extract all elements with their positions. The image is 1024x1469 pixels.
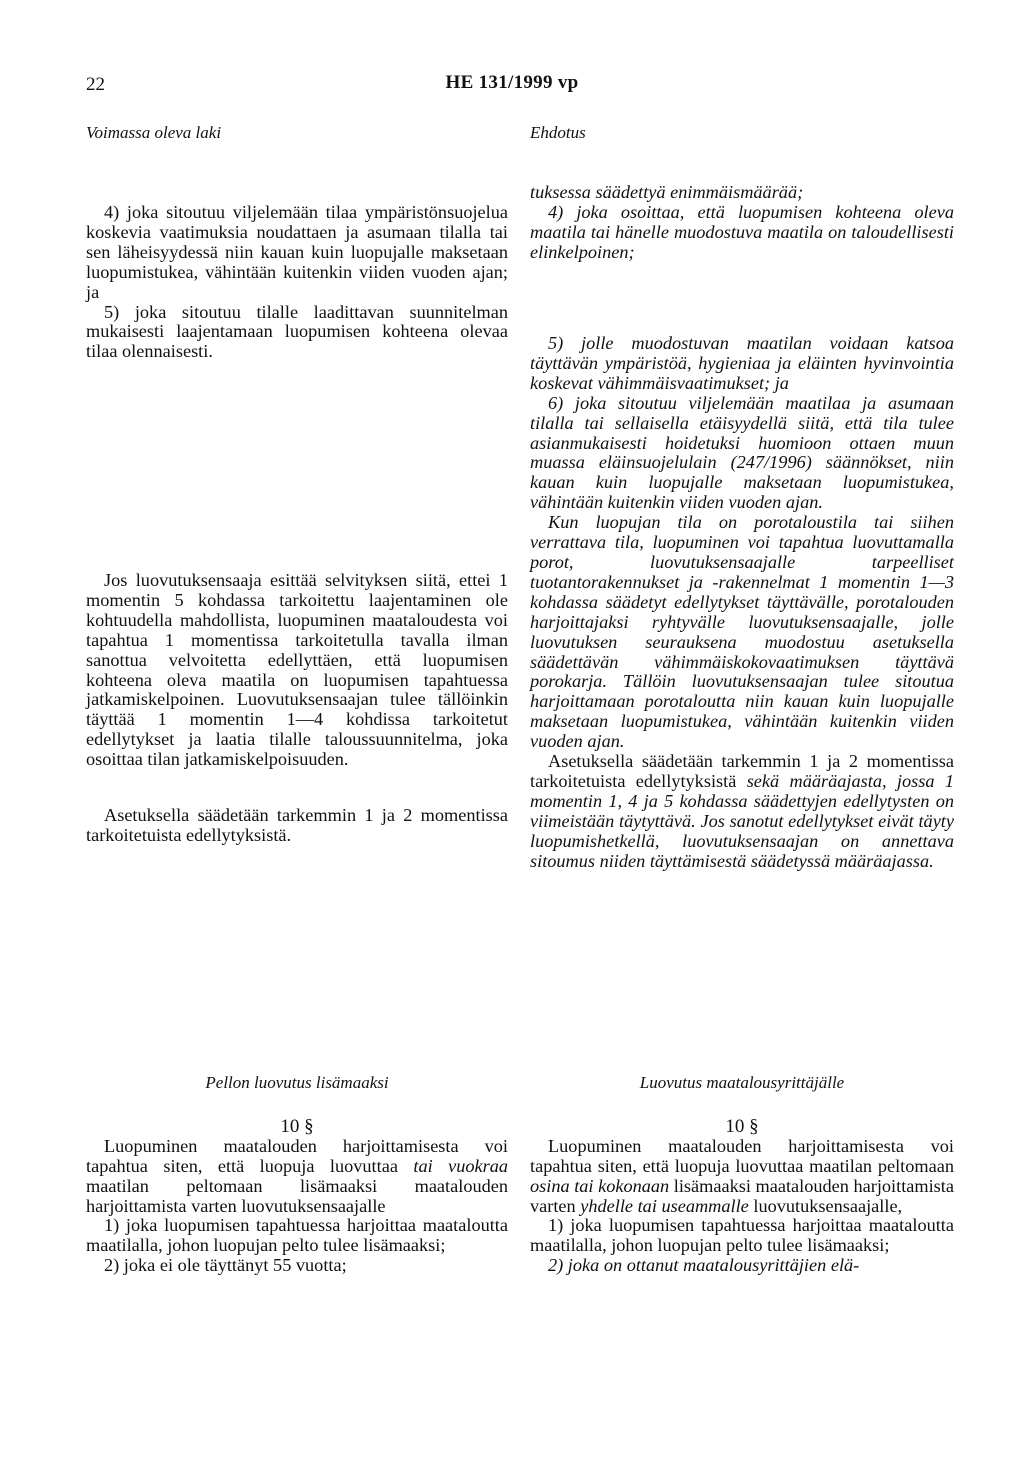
right-column [530, 183, 954, 263]
right-item-6: 6) joka sitoutuu viljelemään maatilaa ja asumaan tilalla tai sellaisella etäisyydellä siitä, että tila tulee asianmukaisesti hoidetuksi huomioon ottaen muun muassa eläinsuojelulain (247/1996) säännökset, niin kauan kuin luopujalle maksetaan luopumistukea, vähintään kuitenkin viiden vuoden ajan. [530, 392, 954, 513]
right-decree-part-b: sekä määräajasta, jossa 1 momentin 1, 4 ja 5 kohdassa säädettyjen edellytysten on viimeistään täytyttävä. Jos sanotut edellytykset eivät täyty luopumishetkellä, luovutuksensaajan on annettava sitoumus niiden täyttämisestä säädetyssä määräajassa. [530, 770, 954, 871]
left-s1-part-b: tai vuokraa [413, 1155, 508, 1176]
page-number: 22 [86, 74, 105, 95]
right-section-item-1: 1) joka luopumisen tapahtuessa harjoittaa maataloutta maatilalla, johon luopujan pelto tulee lisämaaksi; [530, 1215, 954, 1256]
right-paragraph-decree [530, 752, 954, 871]
right-decree-part-a: Asetuksella säädetään tarkemmin 1 ja 2 momentissa tarkoitetuista edellytyksistä [530, 751, 954, 791]
right-section-10 [530, 1073, 954, 1276]
right-section-title: Luovutus maatalousyrittäjälle [639, 1073, 845, 1092]
right-column-items [530, 334, 954, 871]
right-s1-part-a: Luopuminen maatalouden harjoittamisesta voi tapahtua siten, että luopuja luovuttaa maatilan peltomaan [530, 1135, 954, 1176]
left-section-item-2: 2) joka ei ole täyttänyt 55 vuotta; [104, 1255, 347, 1276]
right-item-5: 5) jolle muodostuvan maatilan voidaan katsoa täyttävän ympäristöä, hygieniaa ja eläinten hyvinvointia koskevat vähimmäisvaatimukset; ja [530, 333, 954, 393]
right-s1-part-b: osina tai kokonaan [530, 1175, 670, 1196]
left-section-number: 10 § [280, 1115, 314, 1137]
left-section-paragraph-1 [86, 1137, 508, 1217]
left-section-10 [86, 1073, 508, 1276]
right-section-item-2: 2) joka on ottanut maatalousyrittäjien elä- [548, 1255, 860, 1276]
left-column-heading: Voimassa oleva laki [86, 123, 222, 142]
left-paragraph-decree: Asetuksella säädetään tarkemmin 1 ja 2 momentissa tarkoitetuista edellytyksistä. [86, 805, 508, 845]
right-s1-part-e: luovutuksensaajalle, [748, 1195, 903, 1216]
left-section-title: Pellon luovutus lisämaaksi [205, 1073, 389, 1092]
left-item-4: 4) joka sitoutuu viljelemään tilaa ympäristönsuojelua koskevia vaatimuksia noudattaen ja asumaan tilalla tai sen läheisyydessä niin kauan kuin luopujalle maksetaan luopumistukea, vähintään kuitenkin viiden vuoden ajan; ja [86, 202, 508, 302]
left-item-5: 5) joka sitoutuu tilalle laadittavan suunnitelman mukaisesti laajentamaan luopumisen kohteena olevaa tilaa olennaisesti. [86, 301, 508, 362]
right-column-heading: Ehdotus [530, 123, 586, 142]
left-column-moment-2 [86, 571, 508, 846]
right-continued-line: tuksessa säädettyä enimmäismäärää; [530, 182, 804, 202]
right-item-4: 4) joka osoittaa, että luopumisen kohteena oleva maatila tai hänelle muodostuva maatila on taloudellisesti elinkelpoinen; [530, 201, 954, 262]
left-s1-part-a: Luopuminen maatalouden harjoittamisesta voi tapahtua siten, että luopuja luovuttaa [86, 1135, 508, 1176]
right-section-paragraph-1 [530, 1137, 954, 1217]
right-paragraph-reindeer: Kun luopujan tila on porotaloustila tai siihen verrattava tila, luopuminen voi tapahtua luovuttamalla porot, luovutuksensaajalle tarpeelliset tuotantorakennukset ja -rakennelmat 1 momentin 1—3 kohdassa säädetyt edellytykset täyttävälle, porotalouden harjoittajaksi ryhtyvälle luovutuksensaajalle, jolle luovutuksen seurauksena muodostuu asetuksella säädettävän vähimmäiskokovaatimuksen täyttävä porokarja. Tällöin luovutuksensaajan tulee sitoutua harjoittamaan porotaloutta niin kauan kuin luopujalle maksetaan luopumistukea, vähintään kuitenkin viiden vuoden ajan. [530, 512, 954, 752]
right-section-number: 10 § [725, 1115, 759, 1137]
left-s1-part-c: maatilan peltomaan lisämaaksi maatalouden harjoittamista varten luovutuksensaajalle [86, 1175, 508, 1216]
right-s1-part-d: yhdelle tai useammalle [580, 1195, 749, 1216]
document-id: HE 131/1999 vp [445, 72, 579, 93]
left-paragraph-exception: Jos luovutuksensaaja esittää selvityksen siitä, ettei 1 momentin 5 kohdassa tarkoitettu laajentaminen ole kohtuudella mahdollista, luopuminen maataloudesta voi tapahtua 1 momentissa tarkoitetulla tavalla ilman sanottua velvoitetta edellyttäen, että luopumisen kohteena oleva maatila on luopumisen tapahtuessa jatkamiskelpoinen. Luovutuksensaajan tulee tällöinkin täyttää 1 momentin 1—4 kohdissa tarkoitetut edellytykset ja laatia tilalle taloussuunnitelma, joka osoittaa tilan jatkamiskelpoisuuden. [86, 570, 508, 770]
left-column [86, 203, 508, 362]
right-s1-part-c: lisämaaksi maatalouden harjoittamista varten [530, 1175, 954, 1216]
left-section-item-1: 1) joka luopumisen tapahtuessa harjoittaa maataloutta maatilalla, johon luopujan pelto tulee lisämaaksi; [86, 1215, 508, 1256]
